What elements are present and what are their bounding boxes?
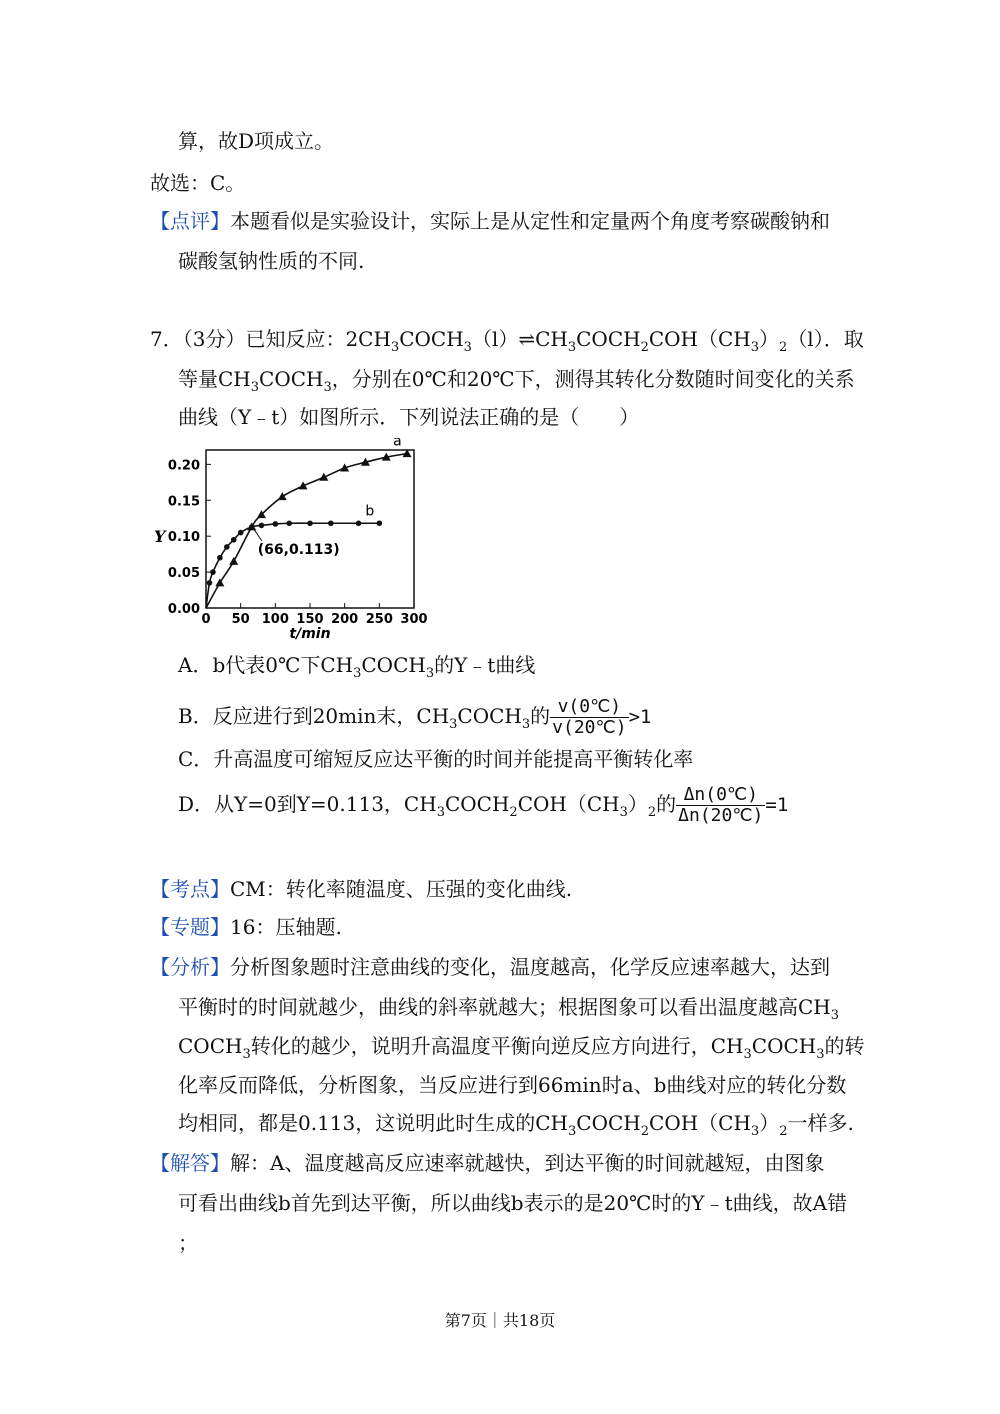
fenxi-text-5b: 一样多. bbox=[787, 1111, 854, 1135]
x-tick-label: 50 bbox=[231, 612, 250, 627]
option-b-post: 的 bbox=[530, 704, 551, 728]
series-b-point bbox=[210, 569, 216, 575]
fenxi-text-1: 分析图象题时注意曲线的变化，温度越高，化学反应速率越大，达到 bbox=[230, 955, 830, 979]
option-b-fraction bbox=[550, 697, 628, 738]
series-b-point bbox=[207, 580, 213, 586]
series-a-line bbox=[206, 454, 407, 608]
y-tick-label: 0.10 bbox=[167, 530, 200, 546]
option-b-tail: >1 bbox=[628, 706, 652, 728]
option-d-denominator: Δn(20℃) bbox=[678, 805, 764, 826]
question-line-1: 7．（3分）已知反应：$2CH_3COCH_3(l)\rightleftharpoons CH_3COCH_2COH(CH_3)_2(l)$．取 bbox=[150, 327, 864, 355]
series-b-point bbox=[224, 544, 230, 550]
option-b-numerator: v(0℃) bbox=[550, 697, 628, 718]
question-line-2b: ，分别在0℃和20℃下，测得其转化分数随时间变化的关系 bbox=[331, 367, 855, 391]
option-b: B．反应进行到20min末，$CH_3COCH_3$的 $\frac{v(0℃)}{v(20℃)}$ >1 bbox=[178, 696, 652, 738]
x-tick-label: 200 bbox=[331, 612, 359, 627]
fenxi-text-3b: 转化的越少，说明升高温度平衡向逆反应方向进行，CH bbox=[250, 1034, 744, 1058]
kaodian-line bbox=[150, 876, 572, 902]
question-line-2a: 等量CH bbox=[178, 367, 251, 391]
y-tick-label: 0.00 bbox=[167, 602, 200, 617]
option-d: D．从Y=0到Y=0.113，$CH_3COCH_2COH(CH_3)_2$的 $\frac{\Delta n(0℃)}{\Delta n(20℃)}$ =1 bbox=[178, 784, 789, 826]
y-tick-label: 0.15 bbox=[167, 494, 200, 510]
x-tick-label: 150 bbox=[296, 612, 324, 627]
prev-line: 算，故D项成立。 bbox=[178, 129, 335, 153]
option-d-fraction bbox=[676, 785, 765, 826]
comment-line-2: 碳酸氢钠性质的不同. bbox=[178, 249, 365, 273]
option-b-pre: B．反应进行到20min末，CH bbox=[178, 704, 450, 728]
question-line-2: 等量$CH_3COCH_3$，分别在0℃和20℃下，测得其转化分数随时间变化的关系 bbox=[178, 367, 855, 395]
series-a-point bbox=[278, 492, 287, 500]
option-d-pre: D．从Y=0到Y=0.113，CH bbox=[178, 792, 437, 816]
x-tick-label: 300 bbox=[400, 612, 428, 627]
series-a-point bbox=[299, 481, 308, 489]
comment-tag: 【点评】 bbox=[150, 209, 230, 233]
page-footer: 第7页｜共18页 bbox=[444, 1311, 556, 1330]
kaodian-text: CM：转化率随温度、压强的变化曲线. bbox=[230, 877, 573, 901]
x-tick-label: 100 bbox=[261, 612, 289, 627]
series-b-point bbox=[249, 524, 255, 530]
y-tick-label: 0.20 bbox=[167, 458, 200, 474]
zhuanti-tag: 【专题】 bbox=[150, 915, 230, 939]
jieda-text-1: 解：A、温度越高反应速率就越快，到达平衡的时间就越短，由图象 bbox=[230, 1151, 825, 1175]
x-tick-label: 0 bbox=[201, 612, 211, 627]
kaodian-tag: 【考点】 bbox=[150, 877, 230, 901]
option-a-post: 的Y﹣t曲线 bbox=[434, 653, 536, 677]
series-b-point bbox=[328, 520, 334, 526]
series-a-label: a bbox=[393, 438, 402, 450]
zhuanti-line bbox=[150, 914, 342, 940]
option-c: C．升高温度可缩短反应达平衡的时间并能提高平衡转化率 bbox=[178, 747, 694, 771]
series-b-point bbox=[231, 537, 237, 543]
x-axis-label: t/min bbox=[289, 626, 331, 642]
annotation-label: (66,0.113) bbox=[257, 541, 340, 558]
series-a-point bbox=[215, 578, 224, 586]
option-a-pre: A．b代表0℃下CH bbox=[178, 653, 354, 677]
series-b-point bbox=[307, 520, 313, 526]
fenxi-line-1 bbox=[150, 954, 830, 980]
option-b-denominator: v(20℃) bbox=[552, 717, 627, 738]
fenxi-line-4: 化率反而降低，分析图象，当反应进行到66min时a、b曲线对应的转化分数 bbox=[178, 1073, 847, 1097]
comment-line-1 bbox=[150, 208, 830, 234]
fenxi-text-5a: 均相同，都是0.113，这说明此时生成的CH bbox=[178, 1111, 568, 1135]
zhuanti-text: 16：压轴题. bbox=[230, 915, 342, 939]
x-tick-label: 250 bbox=[365, 612, 393, 627]
option-d-post: 的 bbox=[656, 792, 677, 816]
fenxi-line-2: 平衡时的时间就越少，曲线的斜率就越大；根据图象可以看出温度越高$CH_3$ bbox=[178, 995, 840, 1023]
question-line-3: 曲线（Y﹣t）如图所示．下列说法正确的是（ ） bbox=[178, 405, 640, 429]
series-b-point bbox=[238, 530, 244, 536]
series-b-point bbox=[273, 521, 279, 527]
option-d-numerator: Δn(0℃) bbox=[676, 785, 765, 806]
fenxi-line-3: $COCH_3$转化的越少，说明升高温度平衡向逆反应方向进行，$CH_3COCH_3$的转 bbox=[178, 1034, 865, 1062]
fenxi-tag: 【分析】 bbox=[150, 955, 230, 979]
jieda-line-3: ； bbox=[178, 1231, 198, 1255]
option-a: A．b代表0℃下$CH_3COCH_3$的Y﹣t曲线 bbox=[178, 653, 536, 681]
jieda-line-2: 可看出曲线b首先到达平衡，所以曲线b表示的是20℃时的Y﹣t曲线，故A错 bbox=[178, 1191, 848, 1215]
jieda-tag: 【解答】 bbox=[150, 1151, 230, 1175]
y-axis-label: Y bbox=[154, 527, 166, 547]
comment-text-1: 本题看似是实验设计，实际上是从定性和定量两个角度考察碳酸钠和 bbox=[230, 209, 830, 233]
prev-answer: 故选：C。 bbox=[150, 171, 246, 195]
annotation-leader bbox=[254, 529, 262, 541]
series-b-point bbox=[217, 555, 223, 561]
series-a-point bbox=[229, 557, 238, 565]
y-t-chart bbox=[150, 438, 440, 643]
question-stem: 7．（3分）已知反应：2CH bbox=[150, 327, 391, 351]
fenxi-text-2: 平衡时的时间就越少，曲线的斜率就越大；根据图象可以看出温度越高CH bbox=[178, 995, 831, 1019]
plot-frame bbox=[206, 450, 414, 608]
series-a-point bbox=[319, 473, 328, 481]
series-b-label: b bbox=[365, 503, 375, 520]
series-b-point bbox=[286, 520, 292, 526]
fenxi-line-5: 均相同，都是0.113，这说明此时生成的$CH_3COCH_2COH(CH_3)_2$一样多. bbox=[178, 1111, 854, 1139]
series-b-point bbox=[259, 523, 265, 529]
y-tick-label: 0.05 bbox=[167, 566, 200, 582]
fenxi-text-3d: 的转 bbox=[824, 1034, 865, 1058]
series-b-point bbox=[377, 520, 383, 526]
series-b-point bbox=[356, 520, 362, 526]
option-d-tail: =1 bbox=[765, 794, 789, 816]
jieda-line-1 bbox=[150, 1150, 824, 1176]
